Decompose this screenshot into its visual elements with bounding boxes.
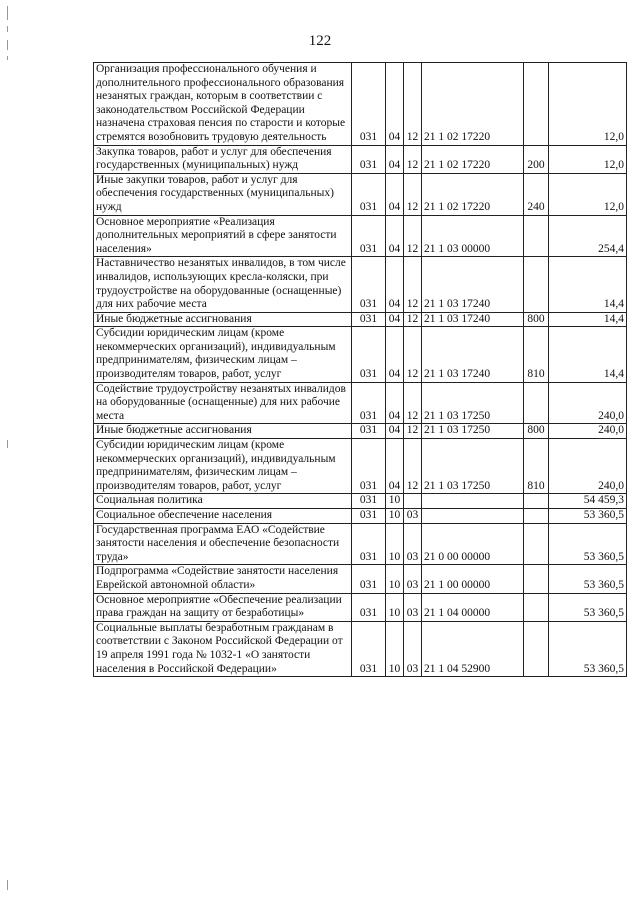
expense-type-code — [524, 593, 549, 621]
amount: 53 360,5 — [549, 523, 627, 565]
ministry-code: 031 — [352, 145, 386, 173]
expense-type-code — [524, 382, 549, 424]
amount: 12,0 — [549, 63, 627, 146]
expense-type-code: 240 — [524, 173, 549, 215]
row-name: Социальные выплаты безработным гражданам в соответствии с Законом Российской Федерации от 19 апреля 1991 года № 1032-1 «О занятости населения в Российской Федерации» — [94, 621, 352, 676]
subsection-code: 12 — [404, 312, 422, 327]
section-code: 04 — [386, 63, 404, 146]
program-code: 21 1 02 17220 — [422, 145, 524, 173]
amount: 14,4 — [549, 327, 627, 382]
subsection-code: 03 — [404, 509, 422, 524]
ministry-code: 031 — [352, 327, 386, 382]
ministry-code: 031 — [352, 257, 386, 312]
program-code: 21 1 04 52900 — [422, 621, 524, 676]
table-row — [94, 509, 627, 524]
subsection-code: 12 — [404, 63, 422, 146]
expense-type-code — [524, 523, 549, 565]
program-code: 21 1 03 17250 — [422, 424, 524, 439]
program-code: 21 1 03 17240 — [422, 257, 524, 312]
program-code — [422, 494, 524, 509]
program-code: 21 1 03 17250 — [422, 439, 524, 494]
program-code: 21 1 03 17240 — [422, 312, 524, 327]
program-code: 21 1 04 00000 — [422, 593, 524, 621]
subsection-code — [404, 494, 422, 509]
ministry-code: 031 — [352, 523, 386, 565]
section-code: 04 — [386, 312, 404, 327]
program-code: 21 1 03 00000 — [422, 215, 524, 257]
ministry-code: 031 — [352, 494, 386, 509]
section-code: 04 — [386, 257, 404, 312]
row-name: Организация профессионального обучения и дополнительного профессионального образования незанятых граждан, которым в соответствии с законодательством Российской Федерации назначена страховая пенсия по старости и которые стремятся возобновить трудовую деятельность — [94, 63, 352, 146]
table-row — [94, 621, 627, 676]
expense-type-code: 800 — [524, 312, 549, 327]
program-code: 21 1 02 17220 — [422, 63, 524, 146]
section-code: 04 — [386, 173, 404, 215]
subsection-code: 12 — [404, 439, 422, 494]
program-code: 21 1 02 17220 — [422, 173, 524, 215]
expense-type-code — [524, 257, 549, 312]
subsection-code: 12 — [404, 257, 422, 312]
row-name: Наставничество незанятых инвалидов, в том числе инвалидов, использующих кресла-коляски, при трудоустройстве на оборудованные (оснащенные) для них рабочие места — [94, 257, 352, 312]
section-code: 04 — [386, 382, 404, 424]
amount: 53 360,5 — [549, 621, 627, 676]
program-code: 21 1 03 17240 — [422, 327, 524, 382]
program-code: 21 1 00 00000 — [422, 565, 524, 593]
table-row — [94, 145, 627, 173]
ministry-code: 031 — [352, 382, 386, 424]
table-row — [94, 593, 627, 621]
program-code — [422, 509, 524, 524]
table-row — [94, 327, 627, 382]
amount: 53 360,5 — [549, 509, 627, 524]
expense-type-code — [524, 621, 549, 676]
amount: 53 360,5 — [549, 565, 627, 593]
row-name: Социальное обеспечение населения — [94, 509, 352, 524]
table-row — [94, 424, 627, 439]
row-name: Иные бюджетные ассигнования — [94, 312, 352, 327]
margin-scan-marks — [4, 0, 18, 905]
ministry-code: 031 — [352, 509, 386, 524]
amount: 14,4 — [549, 312, 627, 327]
expense-type-code: 810 — [524, 327, 549, 382]
ministry-code: 031 — [352, 173, 386, 215]
subsection-code: 12 — [404, 173, 422, 215]
ministry-code: 031 — [352, 593, 386, 621]
section-code: 04 — [386, 439, 404, 494]
subsection-code: 03 — [404, 621, 422, 676]
amount: 240,0 — [549, 382, 627, 424]
amount: 54 459,3 — [549, 494, 627, 509]
expense-type-code: 200 — [524, 145, 549, 173]
section-code: 10 — [386, 523, 404, 565]
row-name: Иные закупки товаров, работ и услуг для обеспечения государственных (муниципальных) нужд — [94, 173, 352, 215]
ministry-code: 031 — [352, 565, 386, 593]
subsection-code: 12 — [404, 145, 422, 173]
expense-type-code — [524, 215, 549, 257]
table-row — [94, 257, 627, 312]
budget-table — [93, 62, 627, 677]
row-name: Иные бюджетные ассигнования — [94, 424, 352, 439]
subsection-code: 12 — [404, 215, 422, 257]
row-name: Государственная программа ЕАО «Содействие занятости населения и обеспечение безопасности труда» — [94, 523, 352, 565]
expense-type-code — [524, 565, 549, 593]
row-name: Основное мероприятие «Реализация дополнительных мероприятий в сфере занятости населения» — [94, 215, 352, 257]
expense-type-code: 810 — [524, 439, 549, 494]
row-name: Субсидии юридическим лицам (кроме некоммерческих организаций), индивидуальным предпринимателям, физическим лицам – производителям товаров, работ, услуг — [94, 327, 352, 382]
amount: 53 360,5 — [549, 593, 627, 621]
row-name: Содействие трудоустройству незанятых инвалидов на оборудованные (оснащенные) для них рабочие места — [94, 382, 352, 424]
section-code: 10 — [386, 494, 404, 509]
ministry-code: 031 — [352, 63, 386, 146]
amount: 240,0 — [549, 439, 627, 494]
subsection-code: 12 — [404, 424, 422, 439]
ministry-code: 031 — [352, 621, 386, 676]
expense-type-code — [524, 494, 549, 509]
row-name: Основное мероприятие «Обеспечение реализации права граждан на защиту от безработицы» — [94, 593, 352, 621]
section-code: 10 — [386, 509, 404, 524]
expense-type-code — [524, 63, 549, 146]
section-code: 04 — [386, 327, 404, 382]
row-name: Закупка товаров, работ и услуг для обеспечения государственных (муниципальных) нужд — [94, 145, 352, 173]
amount: 12,0 — [549, 145, 627, 173]
ministry-code: 031 — [352, 424, 386, 439]
ministry-code: 031 — [352, 312, 386, 327]
table-row — [94, 439, 627, 494]
section-code: 10 — [386, 565, 404, 593]
subsection-code: 03 — [404, 565, 422, 593]
amount: 254,4 — [549, 215, 627, 257]
program-code: 21 0 00 00000 — [422, 523, 524, 565]
table-row — [94, 215, 627, 257]
table-row — [94, 494, 627, 509]
subsection-code: 12 — [404, 382, 422, 424]
amount: 14,4 — [549, 257, 627, 312]
section-code: 04 — [386, 424, 404, 439]
subsection-code: 03 — [404, 523, 422, 565]
ministry-code: 031 — [352, 215, 386, 257]
ministry-code: 031 — [352, 439, 386, 494]
section-code: 04 — [386, 215, 404, 257]
expense-type-code: 800 — [524, 424, 549, 439]
expense-type-code — [524, 509, 549, 524]
row-name: Социальная политика — [94, 494, 352, 509]
section-code: 10 — [386, 621, 404, 676]
section-code: 10 — [386, 593, 404, 621]
table-row — [94, 523, 627, 565]
table-row — [94, 173, 627, 215]
program-code: 21 1 03 17250 — [422, 382, 524, 424]
page-number: 122 — [308, 33, 332, 49]
row-name: Подпрограмма «Содействие занятости населения Еврейской автономной области» — [94, 565, 352, 593]
section-code: 04 — [386, 145, 404, 173]
row-name: Субсидии юридическим лицам (кроме некоммерческих организаций), индивидуальным предпринимателям, физическим лицам – производителям товаров, работ, услуг — [94, 439, 352, 494]
amount: 240,0 — [549, 424, 627, 439]
table-row — [94, 312, 627, 327]
amount: 12,0 — [549, 173, 627, 215]
subsection-code: 12 — [404, 327, 422, 382]
table-row — [94, 63, 627, 146]
table-row — [94, 382, 627, 424]
table-row — [94, 565, 627, 593]
subsection-code: 03 — [404, 593, 422, 621]
